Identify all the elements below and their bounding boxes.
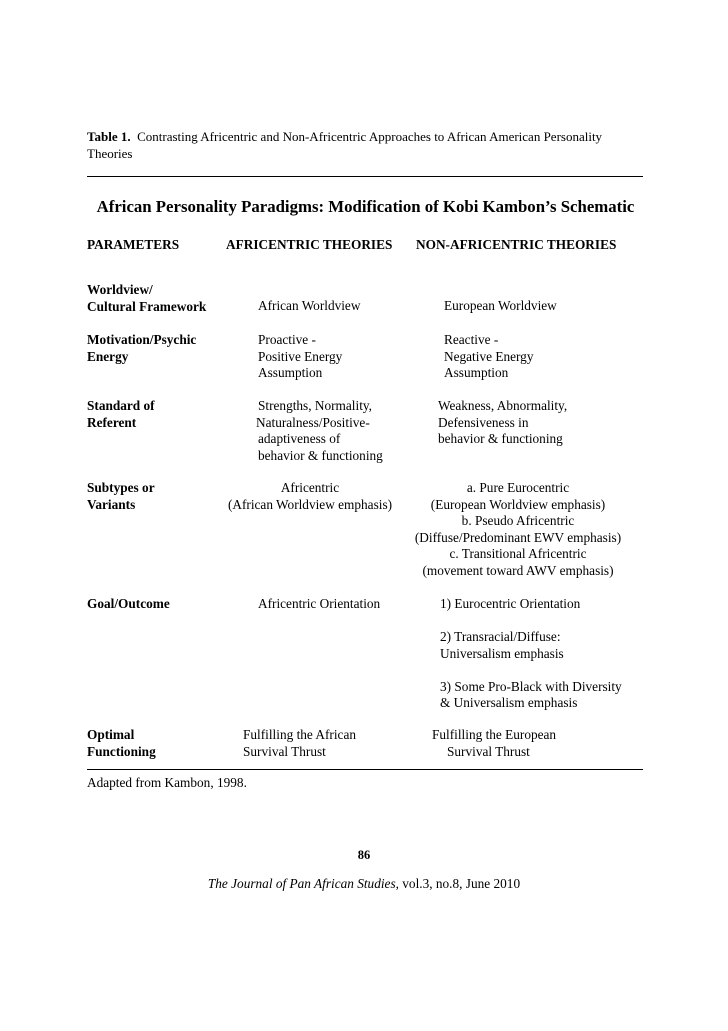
- non-africentric-line: c. Transitional Africentric: [449, 546, 587, 561]
- parameter-line: Energy: [87, 348, 129, 364]
- africentric-line: behavior & functioning: [258, 447, 383, 463]
- non-africentric-line: 3) Some Pro-Black with Diversity: [440, 678, 622, 694]
- row-motivation-non-africentric: [444, 332, 533, 382]
- non-africentric-line: Defensiveness in: [438, 414, 529, 430]
- row-standard-africentric: [256, 398, 383, 464]
- africentric-line: African Worldview: [258, 298, 361, 313]
- row-standard-parameter: [87, 398, 155, 431]
- non-africentric-line: [440, 613, 622, 630]
- africentric-line: Fulfilling the African: [243, 727, 357, 742]
- non-africentric-line: [440, 662, 622, 679]
- africentric-line: Survival Thrust: [243, 743, 326, 759]
- non-africentric-line: Universalism emphasis: [440, 645, 564, 661]
- column-header-non-africentric: NON-AFRICENTRIC THEORIES: [416, 237, 617, 252]
- parameter-line: Standard of: [87, 398, 155, 413]
- non-africentric-line: b. Pseudo Africentric: [461, 513, 575, 528]
- row-goal-africentric: [258, 596, 380, 613]
- top-rule: [87, 176, 643, 177]
- parameter-line: Worldview/: [87, 282, 153, 297]
- africentric-line: (African Worldview emphasis): [227, 496, 393, 512]
- journal-name: The Journal of Pan African Studies: [207, 876, 396, 891]
- table-caption: [87, 128, 647, 162]
- africentric-line: adaptiveness of: [258, 431, 341, 446]
- parameter-line: Subtypes or: [87, 480, 155, 495]
- africentric-line: Africentric Orientation: [258, 596, 381, 611]
- journal-details: , vol.3, no.8, June 2010: [395, 876, 521, 891]
- row-worldview-non-africentric: [444, 298, 557, 315]
- journal-citation: [0, 876, 728, 892]
- table-caption-text: Contrasting Africentric and Non-Africentric Approaches to African American Personality Theories: [87, 129, 603, 161]
- non-africentric-line: behavior & functioning: [438, 431, 563, 446]
- row-subtypes-parameter: [87, 480, 155, 513]
- row-optimal-africentric: [243, 727, 356, 760]
- row-subtypes-africentric: [218, 480, 402, 513]
- non-africentric-line: Fulfilling the European: [432, 727, 557, 742]
- non-africentric-line: Assumption: [444, 365, 509, 380]
- row-motivation-africentric: [258, 332, 342, 382]
- africentric-line: Strengths, Normality,: [258, 398, 372, 413]
- parameter-line: Goal/Outcome: [87, 596, 170, 611]
- non-africentric-line: Negative Energy: [444, 348, 534, 364]
- bottom-rule: [87, 769, 643, 770]
- non-africentric-line: Reactive -: [444, 332, 499, 347]
- africentric-line: Africentric: [280, 480, 340, 495]
- non-africentric-line: (European Worldview emphasis): [430, 496, 606, 512]
- row-worldview-africentric: [258, 298, 360, 315]
- non-africentric-line: Survival Thrust: [447, 743, 530, 759]
- parameter-line: Variants: [87, 496, 136, 512]
- africentric-line: Positive Energy: [258, 348, 343, 364]
- row-standard-non-africentric: [438, 398, 567, 448]
- non-africentric-line: 1) Eurocentric Orientation: [440, 596, 581, 611]
- row-goal-parameter: [87, 596, 170, 613]
- row-worldview-parameter: [87, 282, 206, 315]
- column-header-parameters: PARAMETERS: [87, 237, 180, 252]
- africentric-line: Proactive -: [258, 332, 316, 347]
- source-note: Adapted from Kambon, 1998.: [87, 775, 247, 790]
- non-africentric-line: a. Pure Eurocentric: [466, 480, 570, 495]
- row-optimal-parameter: [87, 727, 156, 760]
- parameter-line: Referent: [87, 414, 137, 430]
- parameter-line: Cultural Framework: [87, 298, 207, 314]
- non-africentric-line: (Diffuse/Predominant EWV emphasis): [414, 529, 622, 545]
- table-title: African Personality Paradigms: Modification of Kobi Kambon’s Schematic: [96, 197, 635, 216]
- non-africentric-line: 2) Transracial/Diffuse:: [440, 629, 561, 644]
- table-caption-label: Table 1.: [87, 129, 131, 144]
- page-number: 86: [357, 848, 371, 862]
- non-africentric-line: Weakness, Abnormality,: [438, 398, 568, 413]
- africentric-line: Assumption: [258, 365, 323, 380]
- row-subtypes-non-africentric: [404, 480, 632, 579]
- non-africentric-line: & Universalism emphasis: [440, 695, 578, 710]
- parameter-line: Motivation/Psychic: [87, 332, 197, 347]
- row-goal-non-africentric: [440, 596, 622, 712]
- row-optimal-non-africentric: [432, 727, 556, 760]
- row-motivation-parameter: [87, 332, 196, 365]
- non-africentric-line: European Worldview: [444, 298, 557, 313]
- parameter-line: Functioning: [87, 743, 156, 759]
- africentric-line: Naturalness/Positive-: [256, 414, 370, 430]
- parameter-line: Optimal: [87, 727, 135, 742]
- column-header-africentric: AFRICENTRIC THEORIES: [226, 237, 393, 252]
- non-africentric-line: (movement toward AWV emphasis): [422, 562, 614, 578]
